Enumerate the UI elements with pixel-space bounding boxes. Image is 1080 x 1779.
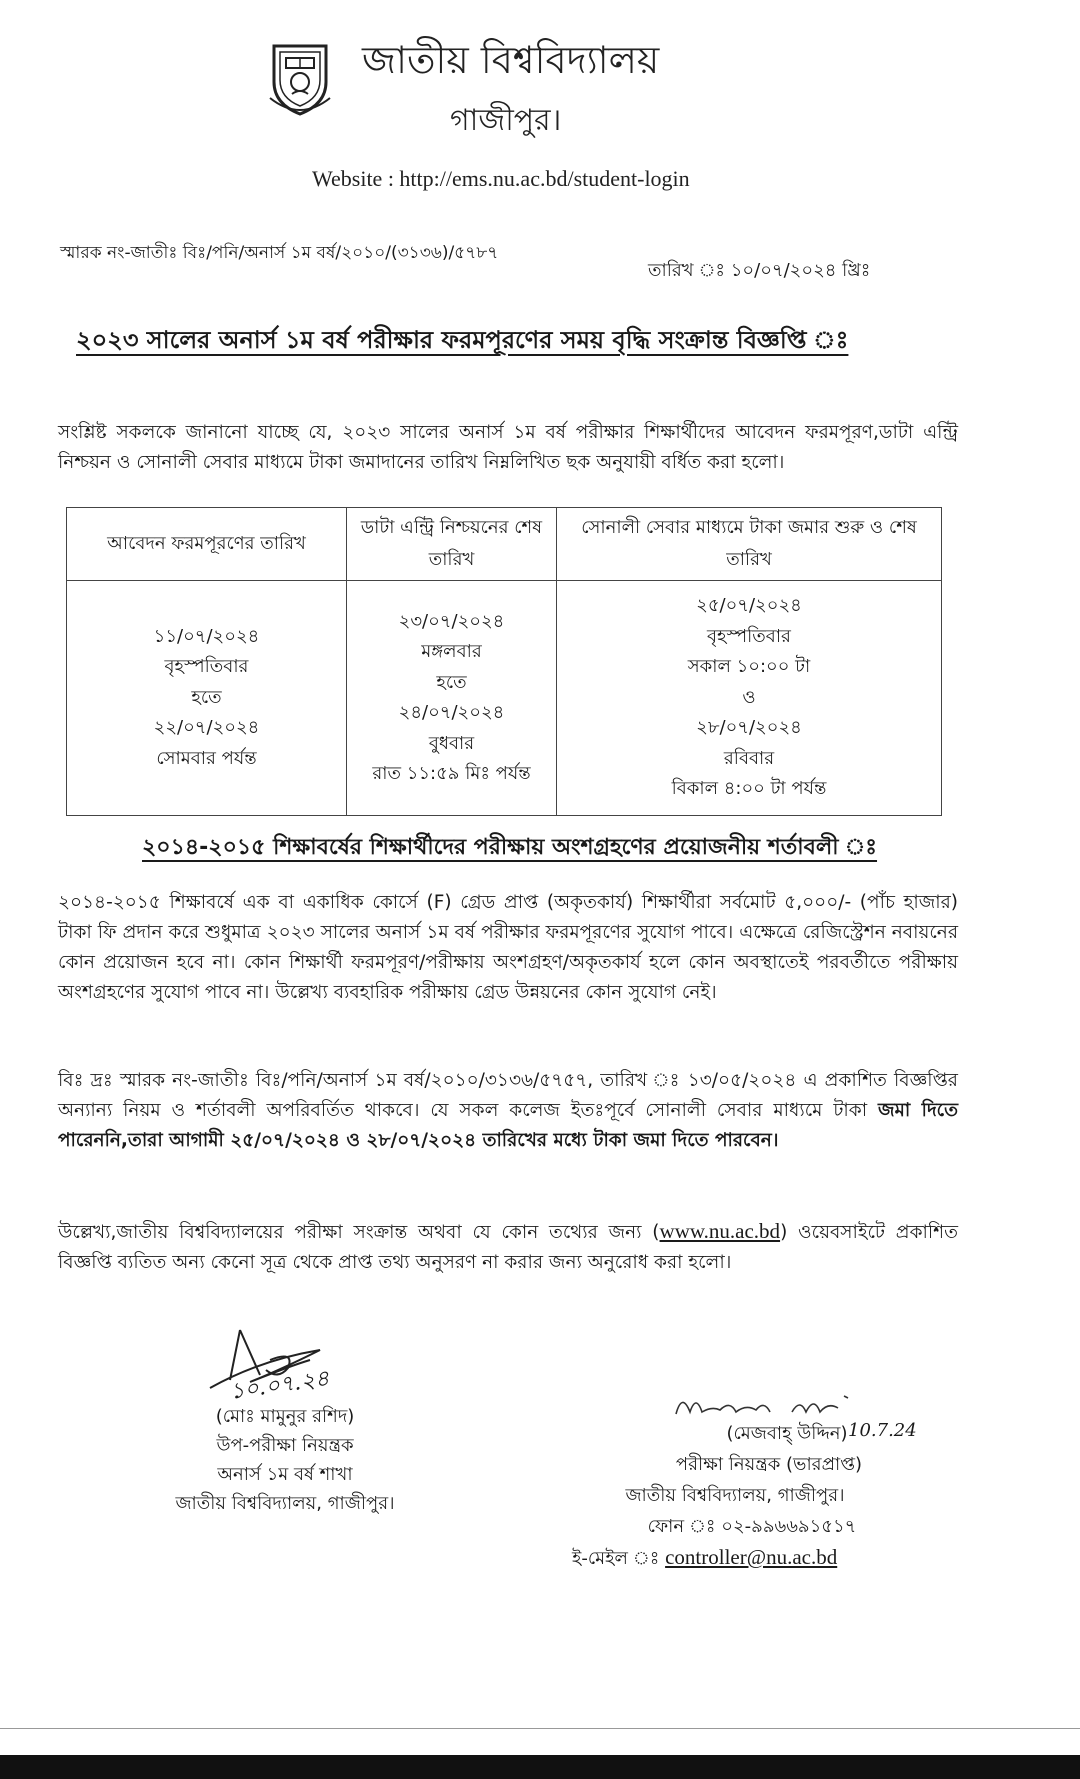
signatory-right [572,1418,902,1574]
memo-reference: স্মারক নং-জাতীঃ বিঃ/পনি/অনার্স ১ম বর্ষ/২০১০/(৩১৩৬)/৫৭৮৭ [60,243,499,263]
memo-date: তারিখ ঃ ১০/০৭/২০২৪ খ্রিঃ [648,260,871,281]
email-label: ই-মেইল ঃ [572,1548,666,1569]
table-header-cell: আবেদন ফরমপূরণের তারিখ [67,508,347,581]
payment-date-cell [557,581,942,816]
signatory-right-designation: পরীক্ষা নিয়ন্ত্রক (ভারপ্রাপ্ত) [675,1454,863,1475]
university-city: গাজীপুর। [450,103,562,138]
signature-left-date: ১০.০৭.২৪ [228,1366,331,1405]
university-name: জাতীয় বিশ্ববিদ্যালয় [362,38,660,82]
signatory-left-designation: উপ-পরীক্ষা নিয়ন্ত্রক [216,1435,354,1456]
note-paragraph [58,1066,958,1156]
schedule-table [66,507,942,816]
website-link[interactable]: www.nu.ac.bd [659,1219,781,1243]
signatory-right-org: জাতীয় বিশ্ববিদ্যালয়, গাজীপুর। [625,1485,845,1506]
cell-line: বুধবার [428,732,475,754]
scan-edge-bar [0,1755,1080,1779]
cell-line: সকাল ১০:০০ টা [687,656,811,678]
signatory-left [120,1402,450,1518]
table-header-cell: ডাটা এন্ট্রি নিশ্চয়নের শেষ তারিখ [347,508,557,581]
signature-right-date: 10.7.24 [848,1420,917,1441]
cell-line: মঙ্গলবার [421,641,482,662]
intro-paragraph: সংশ্লিষ্ট সকলকে জানানো যাচ্ছে যে, ২০২৩ সালের অনার্স ১ম বর্ষ পরীক্ষার শিক্ষার্থীদের আবেদন ফরমপূরণ,ডাটা এন্ট্রি নিশ্চয়ন ও সোনালী সেবার মাধ্যমে টাকা জমাদানের তারিখ নিম্নলিখিত ছক অনুযায়ী বর্ধিত করা হলো। [58,422,958,473]
conditions-paragraph: ২০১৪-২০১৫ শিক্ষাবর্ষে এক বা একাধিক কোর্সে (F) গ্রেড প্রাপ্ত (অকৃতকার্য) শিক্ষার্থীরা সর্বমোট ৫,০০০/- (পাঁচ হাজার) টাকা ফি প্রদান করে শুধুমাত্র ২০২৩ সালের অনার্স ১ম বর্ষ পরীক্ষার ফরমপূরণের সুযোগ পাবে। এক্ষেত্রে রেজিস্ট্রেশন নবায়নের কোন প্রয়োজন হবে না। কোন শিক্ষার্থী ফরমপূরণ/পরীক্ষায় অংশগ্রহণ/অকৃতকার্য হলে কোন অবস্থাতেই পরবর্তীতে পরীক্ষায় অংশগ্রহণের সুযোগ পাবে না। উল্লেখ্য ব্যবহারিক পরীক্ষায় গ্রেড উন্নয়নের কোন সুযোগ নেই। [58,892,958,1003]
cell-line: ও [742,686,756,708]
advisory-paragraph [58,1216,958,1278]
website-url: Website : http://ems.nu.ac.bd/student-login [312,166,690,191]
signatory-left-section: অনার্স ১ম বর্ষ শাখা [217,1464,353,1485]
signatory-left-name: (মোঃ মামুনুর রশিদ) [215,1406,355,1427]
signatory-right-email-row [572,1542,902,1574]
cell-line: বৃহস্পতিবার [707,625,791,647]
cell-line: ১১/০৭/২০২৪ [153,625,260,647]
table-header-cell: সোনালী সেবার মাধ্যমে টাকা জমার শুরু ও শেষ তারিখ [557,508,942,581]
advisory-text-before: উল্লেখ্য,জাতীয় বিশ্ববিদ্যালয়ের পরীক্ষা সংক্রান্ত অথবা যে কোন তথ্যের জন্য ( [58,1222,660,1243]
cell-line: ২২/০৭/২০২৪ [153,717,260,739]
note-text: বিঃ দ্রঃ স্মারক নং-জাতীঃ বিঃ/পনি/অনার্স ১ম বর্ষ/২০১০/৩১৩৬/৫৭৫৭, তারিখ ঃ ১৩/০৫/২০২৪ এ প্রকাশিত বিজ্ঞপ্তির অন্যান্য নিয়ম ও শর্তাবলী অপরিবর্তিত থাকবে। যে সকল কলেজ ইতঃপূর্বে সোনালী সেবার মাধ্যমে টাকা [58,1070,958,1121]
cell-line: রবিবার [723,747,775,769]
scan-edge-line [0,1728,1080,1729]
form-fillup-date-cell [67,581,347,816]
signatory-right-name: (মেজবাহ্ উদ্দিন) [726,1423,848,1444]
email-link[interactable]: controller@nu.ac.bd [665,1545,838,1569]
table-row [67,581,942,816]
signatory-right-phone: ফোন ঃ ০২-৯৯৬৬৯১৫১৭ [647,1516,857,1537]
note-bold-text: জমা দিতে পারেননি,তারা আগামী ২৫/০৭/২০২৪ ও ২৮/০৭/২০২৪ তারিখের মধ্যে টাকা জমা দিতে পারবেন। [58,1100,958,1151]
signatory-left-org: জাতীয় বিশ্ববিদ্যালয়, গাজীপুর। [175,1493,395,1514]
cell-line: সোমবার পর্যন্ত [156,747,257,769]
cell-line: ২৮/০৭/২০২৪ [696,717,802,739]
cell-line: ২৩/০৭/২০২৪ [398,610,505,632]
university-seal-logo [268,38,332,116]
table-header-row [67,508,942,581]
cell-line: ২৪/০৭/২০২৪ [398,702,505,723]
cell-line: হতে [191,686,222,708]
data-entry-date-cell [347,581,557,816]
cell-line: বৃহস্পতিবার [164,656,249,678]
notice-title: ২০২৩ সালের অনার্স ১ম বর্ষ পরীক্ষার ফরমপূরণের সময় বৃদ্ধি সংক্রান্ত বিজ্ঞপ্তি ঃ [76,326,849,354]
advisory-text-after: ) ওয়েবসাইটে প্রকাশিত বিজ্ঞপ্তি ব্যতিত অন্য কেনো সূত্র থেকে প্রাপ্ত তথ্য অনুসরণ না করার জন্য অনুরোধ করা হলো। [58,1222,958,1273]
conditions-title: ২০১৪-২০১৫ শিক্ষাবর্ষের শিক্ষার্থীদের পরীক্ষায় অংশগ্রহণের প্রয়োজনীয় শর্তাবলী ঃ [142,835,878,860]
cell-line: ২৫/০৭/২০২৪ [696,595,802,617]
cell-line: বিকাল ৪:০০ টা পর্যন্ত [671,778,827,800]
cell-line: হতে [436,671,467,693]
cell-line: রাত ১১:৫৯ মিঃ পর্যন্ত [372,763,531,784]
